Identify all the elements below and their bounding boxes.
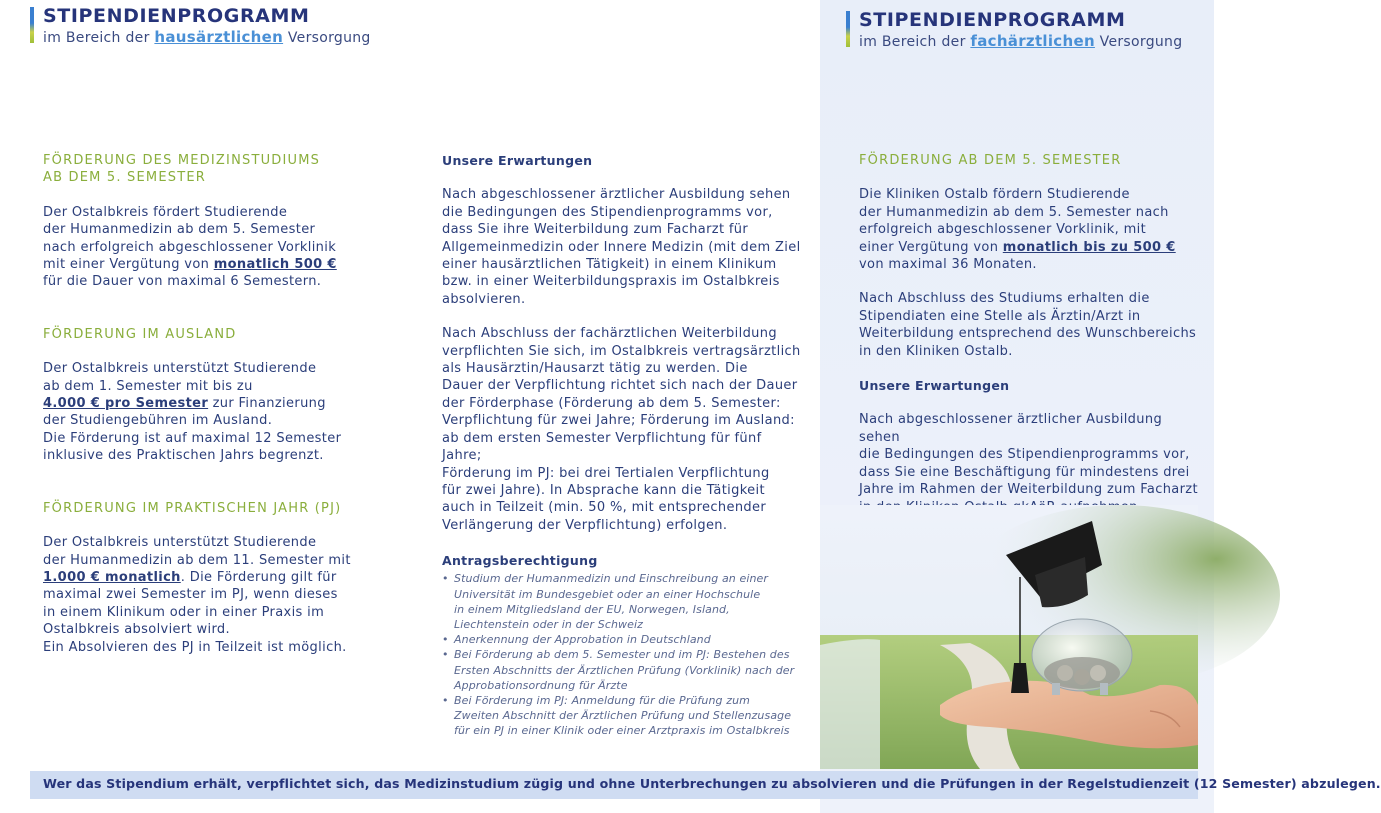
amount-highlight: 1.000 € monatlich — [43, 569, 181, 585]
graduation-piggy-bank-photo — [820, 505, 1198, 769]
left-title-block — [30, 6, 430, 46]
column-middle: Unsere Erwartungen Nach abgeschlossener ärztlicher Ausbildung sehen die Bedingungen des Stipendienprogramms vor, dass Sie ihre Weiterbildung zum Facharzt für Allgemeinmedizin oder Innere Medizin (mit dem Ziel einer hausärztlichen Tätigkeit) in einem Klinikum bzw. in einer Weiterbildungspraxis im Ostalbkreis absolvieren. Nach Abschluss der fachärztlichen Weiterbildung verpflichten Sie sich, im Ostalbkreis vertragsärztlich als Hausärztin/Hausarzt tätig zu werden. Die Dauer der Verpflichtung richtet sich nach der Dauer der Förderphase (Förderung ab dem 5. Semester: Verpflichtung für zwei Jahre; Förderung im Ausland: ab dem ersten Semester Verpflichtung für fünf Jahre; Förderung im PJ: bei drei Tertialen Verpflichtung für zwei Jahre). In Absprache kann die Tätigkeit auch in Teilzeit (min. 50 %, mit entsprechender Verlängerung der Verpflichtung) erfolgen. — [442, 153, 801, 533]
expectations-heading: Unsere Erwartungen — [442, 153, 593, 168]
section-heading: FÖRDERUNG IM PRAKTISCHEN JAHR (PJ) — [43, 500, 342, 516]
section-heading: AB DEM 5. SEMESTER — [43, 170, 206, 186]
left-subtitle-highlight: hausärztlichen — [154, 28, 284, 46]
list-item: • Anerkennung der Approbation in Deutschland — [442, 632, 802, 647]
left-title: STIPENDIENPROGRAMM — [43, 5, 310, 27]
list-item: • Bei Förderung ab dem 5. Semester und im PJ: Bestehen des Ersten Abschnitts der Ärztlichen Prüfung (Vorklinik) nach der Approbationsordnung für Ärzte — [442, 647, 802, 693]
amount-highlight: monatlich 500 € — [213, 257, 337, 273]
eligibility-list — [442, 571, 802, 738]
section-heading: FÖRDERUNG DES MEDIZINSTUDIUMS — [43, 153, 321, 168]
list-item: • Bei Förderung im PJ: Anmeldung für die Prüfung zum Zweiten Abschnitt der Ärztlichen Prüfung und Stellenzusage für ein PJ in einer Klinik oder einer Arztpraxis im Ostalbkreis — [442, 693, 802, 739]
eligibility-heading: Antragsberechtigung — [442, 553, 598, 568]
left-subtitle: im Bereich der hausärztlichen Versorgung — [43, 28, 371, 46]
right-subtitle-highlight: fachärztlichen — [970, 32, 1095, 50]
title-accent-bar — [846, 11, 850, 47]
column-right: FÖRDERUNG AB DEM 5. SEMESTER Die Kliniken Ostalb fördern Studierende der Humanmedizin ab dem 5. Semester nach erfolgreich abgeschlossener Vorklinik, mit einer Vergütung von monatlich bis zu 500 € von maximal 36 Monaten. Nach Abschluss des Studiums erhalten die Stipendiaten eine Stelle als Ärztin/Arzt in Weiterbildung entsprechend des Wunschbereichs in den Kliniken Ostalb. Unsere Erwartungen Nach abgeschlossener ärztlicher Ausbildung sehen die Bedingungen des Stipendienprogramms vor, dass Sie eine Beschäftigung für mindestens drei Jahre im Rahmen der Weiterbildung zum Facharzt — [859, 153, 1198, 498]
eligibility-section — [442, 552, 802, 739]
section-heading: FÖRDERUNG IM AUSLAND — [43, 326, 237, 342]
amount-highlight: monatlich bis zu 500 € — [1002, 239, 1176, 255]
right-subtitle: im Bereich der fachärztlichen Versorgung — [859, 32, 1183, 50]
expectations-heading: Unsere Erwartungen — [859, 378, 1010, 394]
title-accent-bar — [30, 7, 34, 43]
right-title-block — [846, 10, 1206, 50]
list-item: • Studium der Humanmedizin und Einschreibung an einer Universität im Bundesgebiet oder an einer Hochschule in einem Mitgliedsland der EU, Norwegen, Island, Liechtenstein oder in der Schweiz — [442, 571, 802, 632]
column-left: FÖRDERUNG DES MEDIZINSTUDIUMS AB DEM 5. SEMESTER Der Ostalbkreis fördert Studierende der Humanmedizin ab dem 5. Semester nach erfolgreich abgeschlossener Vorklinik mit einer Vergütung von monatlich 500 € für die Dauer von maximal 6 Semestern. FÖRDERUNG IM AUSLAND Der Ostalbkreis unterstützt Studierende ab dem 1. Semester mit bis zu 4.000 € pro Semester zur Finanzierung der Studiengebühren im Ausland. Die Förderung ist auf maximal 12 Semester inklusive des Praktischen Jahrs begrenzt. FÖRDERUNG IM PRAKTISCHEN JAHR (PJ) Der Ostalbkreis unterstützt Studierende der Humanmedizin ab dem 11. Semester mit 1.000 € monatlich. Die Förderung gilt für maximal zwei Semester im PJ, wenn dieses in einem Klinikum oder in einer Praxis im Ostalbkreis absolviert wird. Ein Absolvieren des PJ in Teilzeit ist möglich. — [43, 152, 403, 656]
footer-text: Wer das Stipendium erhält, verpflichtet sich, das Medizinstudium zügig und ohne Unterbrechungen zu absolvieren und die Prüfungen in der Regelstudienzeit (12 Semester) abzulegen. — [43, 776, 1381, 791]
section-heading: FÖRDERUNG AB DEM 5. SEMESTER — [859, 153, 1122, 168]
amount-highlight: 4.000 € pro Semester — [43, 396, 209, 412]
right-title: STIPENDIENPROGRAMM — [859, 9, 1126, 31]
